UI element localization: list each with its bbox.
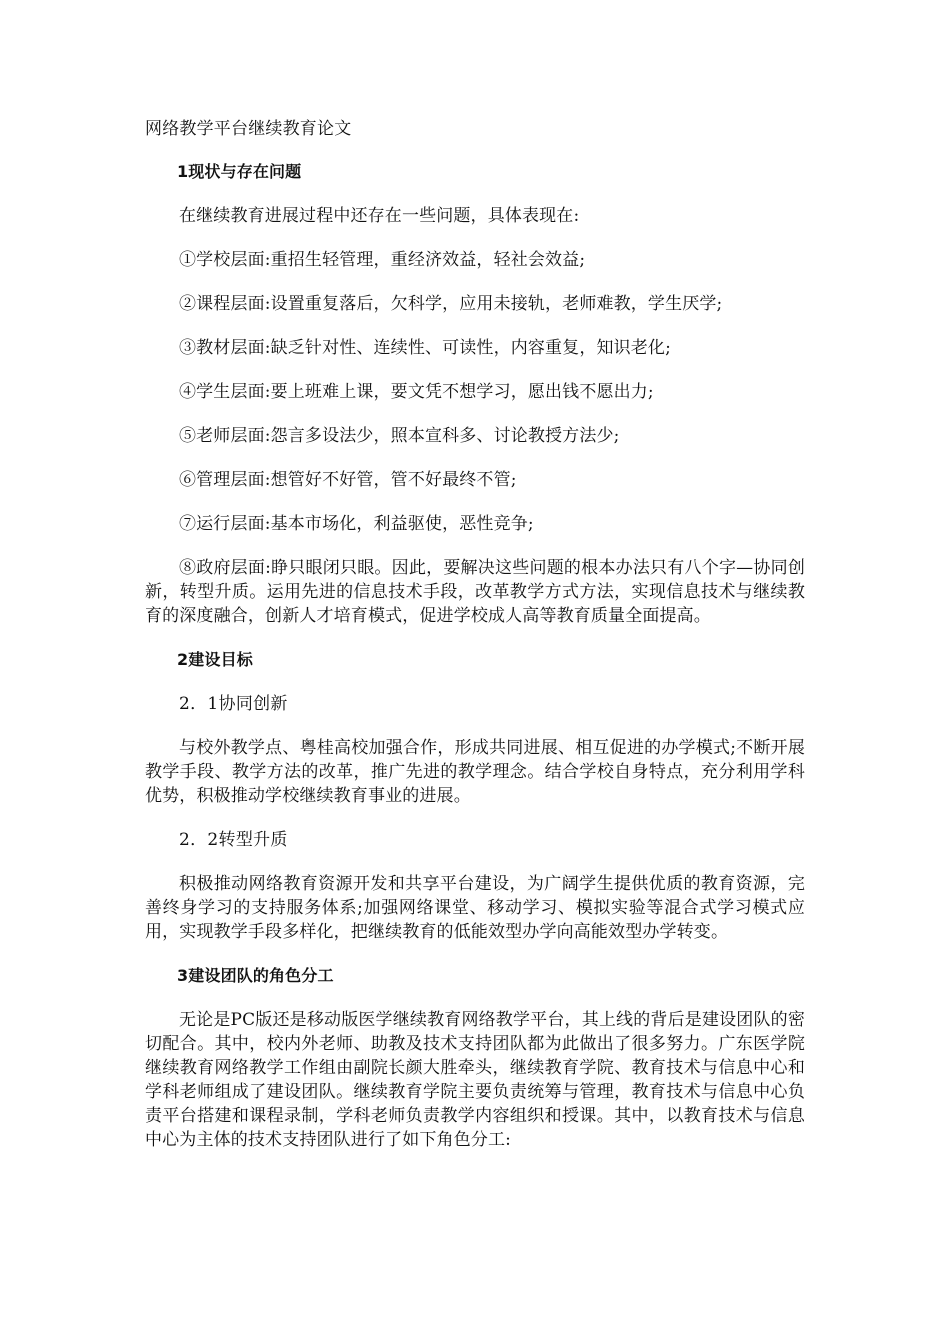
paragraph: ③教材层面:缺乏针对性、连续性、可读性，内容重复，知识老化; bbox=[179, 338, 671, 358]
paragraph: 在继续教育进展过程中还存在一些问题，具体表现在: bbox=[179, 206, 580, 226]
paragraph: 与校外教学点、粤桂高校加强合作，形成共同进展、相互促进的办学模式;不断开展教学手段、教学方法的改革，推广先进的教学理念。结合学校自身特点，充分利用学科优势，积极推动学校继续教育事业的进展。 bbox=[145, 738, 805, 806]
paragraph: ⑦运行层面:基本市场化，利益驱使，恶性竞争; bbox=[179, 514, 534, 534]
paragraph: 无论是PC版还是移动版医学继续教育网络教学平台，其上线的背后是建设团队的密切配合。其中，校内外老师、助教及技术支持团队都为此做出了很多努力。广东医学院继续教育网络教学工作组由副院长颜大胜牵头，继续教育学院、教育技术与信息中心和学科老师组成了建设团队。继续教育学院主要负责统筹与管理，教育技术与信息中心负责平台搭建和课程录制，学科老师负责教学内容组织和授课。其中，以教育技术与信息中心为主体的技术支持团队进行了如下角色分工: bbox=[145, 1010, 805, 1150]
document-title: 网络教学平台继续教育论文 bbox=[145, 119, 352, 139]
paragraph: ①学校层面:重招生轻管理，重经济效益，轻社会效益; bbox=[179, 250, 586, 270]
paragraph: 积极推动网络教育资源开发和共享平台建设，为广阔学生提供优质的教育资源，完善终身学习的支持服务体系;加强网络课堂、移动学习、模拟实验等混合式学习模式应用，实现教学手段多样化，把继续教育的低能效型办学向高能效型办学转变。 bbox=[145, 874, 805, 942]
paragraph: ④学生层面:要上班难上课，要文凭不想学习，愿出钱不愿出力; bbox=[179, 382, 654, 402]
document-body bbox=[145, 160, 805, 1172]
paragraph: ⑥管理层面:想管好不好管，管不好最终不管; bbox=[179, 470, 517, 490]
paragraph: ②课程层面:设置重复落后，欠科学，应用未接轨，老师难教，学生厌学; bbox=[179, 294, 723, 314]
section-heading: 3建设团队的角色分工 bbox=[177, 966, 334, 985]
section-heading: 2建设目标 bbox=[177, 650, 253, 669]
paragraph: ⑤老师层面:怨言多设法少，照本宣科多、讨论教授方法少; bbox=[179, 426, 620, 446]
section-heading: 1现状与存在问题 bbox=[177, 162, 302, 181]
subsection-heading: 2．1协同创新 bbox=[179, 694, 288, 714]
paragraph: ⑧政府层面:睁只眼闭只眼。因此，要解决这些问题的根本办法只有八个字—协同创新，转型升质。运用先进的信息技术手段，改革教学方式方法，实现信息技术与继续教育的深度融合，创新人才培育模式，促进学校成人高等教育质量全面提高。 bbox=[145, 558, 805, 626]
subsection-heading: 2．2转型升质 bbox=[179, 830, 288, 850]
